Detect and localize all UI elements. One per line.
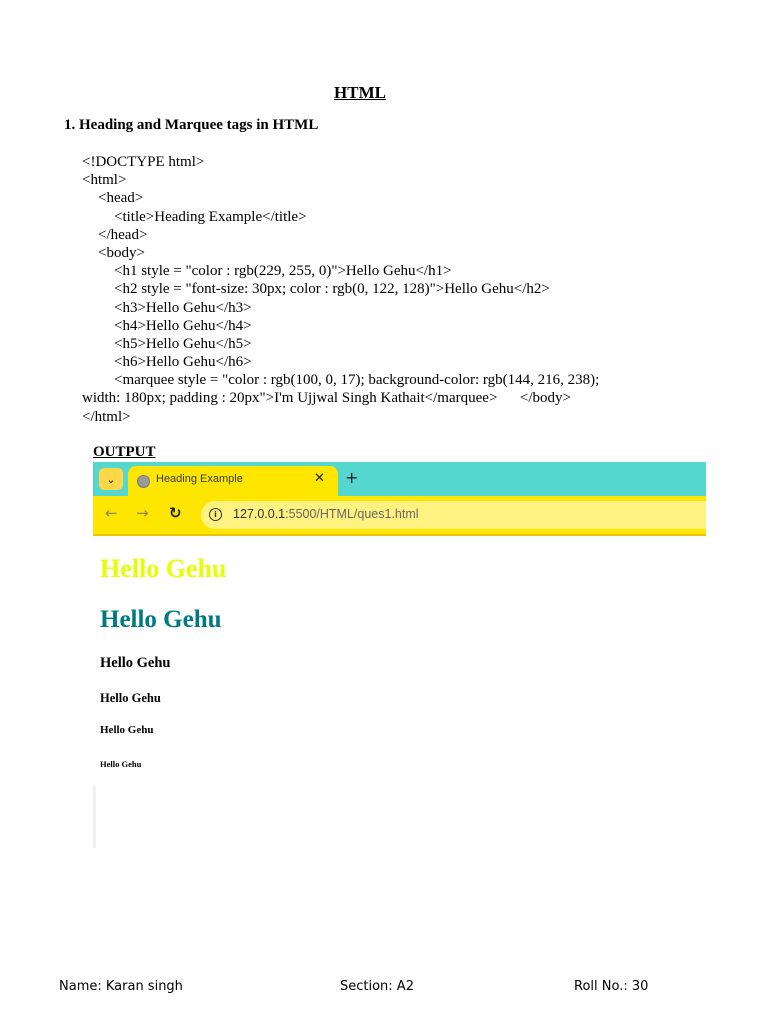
code-line: <h1 style = "color : rgb(229, 255, 0)">Hello Gehu</h1> (114, 263, 452, 280)
page-title: HTML (334, 83, 386, 102)
code-line: <h2 style = "font-size: 30px; color : rgb(0, 122, 128)">Hello Gehu</h2> (114, 281, 550, 298)
back-icon[interactable]: ← (105, 504, 118, 522)
new-tab-button[interactable]: + (345, 468, 359, 487)
browser-toolbar (93, 496, 706, 536)
code-line: </head> (98, 226, 148, 243)
code-line: <h6>Hello Gehu</h6> (114, 354, 252, 371)
code-line: <h5>Hello Gehu</h5> (114, 335, 252, 352)
code-block (82, 153, 599, 426)
code-line: <h3>Hello Gehu</h3> (114, 299, 252, 316)
browser-tab[interactable] (128, 466, 338, 496)
footer-roll: Roll No.: 30 (574, 979, 649, 994)
rendered-h5: Hello Gehu (100, 724, 154, 736)
address-bar[interactable] (201, 501, 706, 529)
rendered-h6: Hello Gehu (100, 759, 142, 769)
code-line: </html> (82, 408, 131, 425)
url-path: :5500/HTML/ques1.html (285, 507, 419, 521)
info-icon[interactable]: i (209, 508, 222, 521)
footer-section: Section: A2 (340, 979, 414, 994)
forward-icon[interactable]: → (136, 504, 149, 522)
rendered-h2: Hello Gehu (100, 606, 222, 633)
footer-name: Name: Karan singh (59, 979, 183, 994)
code-line: <h4>Hello Gehu</h4> (114, 317, 252, 334)
tab-search-button[interactable] (99, 468, 123, 490)
close-icon[interactable]: ✕ (314, 471, 325, 486)
code-line: width: 180px; padding : 20px">I'm Ujjwal Singh Kathait</marquee> </body> (82, 390, 571, 407)
browser-screenshot (93, 462, 706, 862)
rendered-marquee (93, 786, 96, 848)
code-line: <head> (98, 190, 144, 207)
globe-icon (137, 475, 150, 488)
page-viewport (93, 536, 706, 862)
chevron-down-icon: ⌄ (106, 472, 116, 486)
code-line: <title>Heading Example</title> (114, 208, 307, 225)
output-label: OUTPUT (93, 444, 156, 460)
reload-icon[interactable]: ↻ (169, 504, 182, 522)
rendered-h1: Hello Gehu (100, 554, 227, 583)
browser-tab-bar (93, 462, 706, 496)
code-line: <body> (98, 244, 145, 261)
url-host: 127.0.0.1 (233, 507, 286, 521)
rendered-h4: Hello Gehu (100, 691, 161, 705)
url-text[interactable] (233, 507, 419, 521)
code-line: <html> (82, 172, 127, 189)
section-heading: 1. Heading and Marquee tags in HTML (64, 117, 319, 133)
code-line: <!DOCTYPE html> (82, 154, 205, 170)
code-line: <marquee style = "color : rgb(100, 0, 17); background-color: rgb(144, 216, 238); (114, 372, 600, 389)
rendered-h3: Hello Gehu (100, 655, 171, 671)
tab-title: Heading Example (156, 473, 243, 485)
